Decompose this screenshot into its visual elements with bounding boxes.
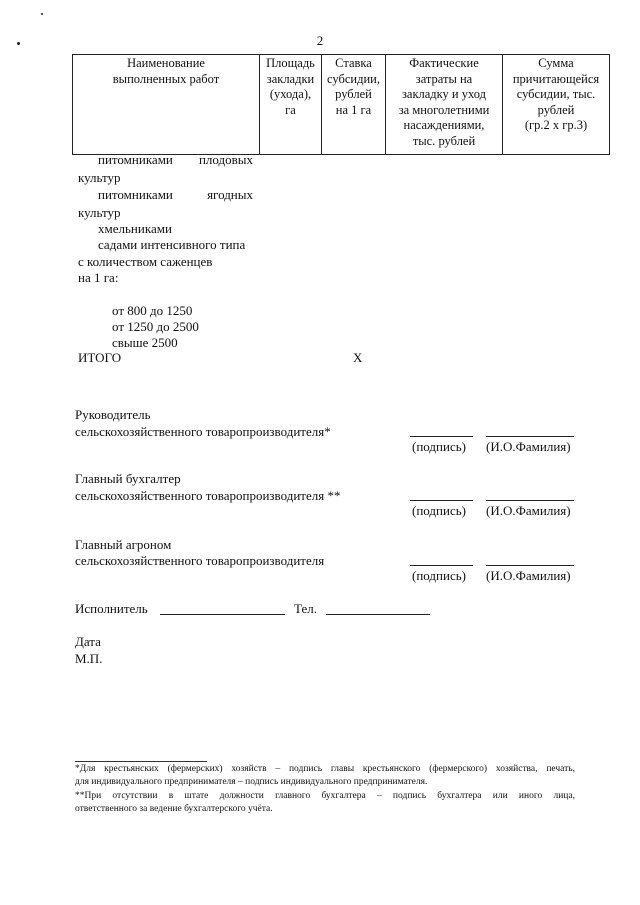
phone-label: Тел. — [294, 601, 317, 616]
row-range-1250-2500: от 1250 до 2500 — [112, 319, 199, 334]
head-org: сельскохозяйственного товаропроизводителя* — [75, 424, 331, 439]
agronomist-org: сельскохозяйственного товаропроизводителя — [75, 553, 325, 568]
agronomist-name-line[interactable] — [486, 565, 574, 566]
accountant-signature-caption: (подпись) — [412, 503, 466, 518]
row-intensive-orchards-line2: с количеством саженцев — [78, 254, 213, 269]
head-name-caption: (И.О.Фамилия) — [486, 439, 571, 454]
header-rate: Ставка субсидии, рублей на 1 га — [322, 55, 386, 155]
total-mark: Х — [353, 350, 363, 365]
phone-field[interactable] — [326, 614, 430, 615]
header-area: Площадь закладки (ухода), га — [260, 55, 322, 155]
accountant-org: сельскохозяйственного товаропроизводителя ** — [75, 488, 341, 503]
accountant-name-line[interactable] — [486, 500, 574, 501]
header-subsidy-sum: Сумма причитающейся субсидии, тыс. рублей (гр.2 х гр.3) — [503, 55, 610, 155]
row-intensive-orchards-line3: на 1 га: — [78, 270, 119, 285]
row-range-over-2500: свыше 2500 — [112, 335, 178, 350]
row-berry-nurseries-cont: культур — [78, 205, 121, 220]
head-signature-caption: (подпись) — [412, 439, 466, 454]
agronomist-role: Главный агроном — [75, 537, 172, 552]
accountant-name-caption: (И.О.Фамилия) — [486, 503, 571, 518]
header-work-name: Наименование выполненных работ — [73, 55, 260, 155]
head-signature-line[interactable] — [410, 436, 473, 437]
accountant-signature-line[interactable] — [410, 500, 473, 501]
footnote-1-line-1: *Для крестьянских (фермерских) хозяйств – подпись главы крестьянского (фермерского) хозяйства, печать, — [75, 764, 575, 774]
row-berry-nurseries: питомниками ягодных — [98, 187, 253, 202]
page-number: 2 — [316, 33, 324, 48]
table-header-row — [73, 55, 610, 155]
seal-label: М.П. — [75, 651, 103, 666]
scan-speck — [41, 13, 43, 15]
total-label: ИТОГО — [78, 350, 122, 365]
date-label: Дата — [75, 634, 101, 649]
row-range-800-1250: от 800 до 1250 — [112, 303, 193, 318]
head-role: Руководитель — [75, 407, 151, 422]
executor-label: Исполнитель — [75, 601, 148, 616]
accountant-role: Главный бухгалтер — [75, 471, 181, 486]
agronomist-name-caption: (И.О.Фамилия) — [486, 568, 571, 583]
footnote-2-line-2: ответственного за ведение бухгалтерского учёта. — [75, 804, 273, 814]
row-fruit-nurseries-cont: культур — [78, 170, 121, 185]
footnote-2-line-1: **При отсутствии в штате должности главного бухгалтера – подпись бухгалтера или иного лица, — [75, 791, 575, 801]
row-hops: хмельниками — [98, 221, 172, 236]
agronomist-signature-line[interactable] — [410, 565, 473, 566]
footnote-divider — [75, 761, 207, 762]
agronomist-signature-caption: (подпись) — [412, 568, 466, 583]
row-fruit-nurseries: питомниками плодовых — [98, 152, 253, 167]
footnote-1-line-2: для индивидуального предпринимателя – подпись индивидуального предпринимателя. — [75, 777, 428, 787]
header-actual-costs: Фактические затраты на закладку и уход за многолетними насаждениями, тыс. рублей — [386, 55, 503, 155]
head-name-line[interactable] — [486, 436, 574, 437]
executor-field[interactable] — [160, 614, 285, 615]
row-intensive-orchards: садами интенсивного типа — [98, 237, 246, 252]
subsidy-table — [72, 54, 610, 155]
